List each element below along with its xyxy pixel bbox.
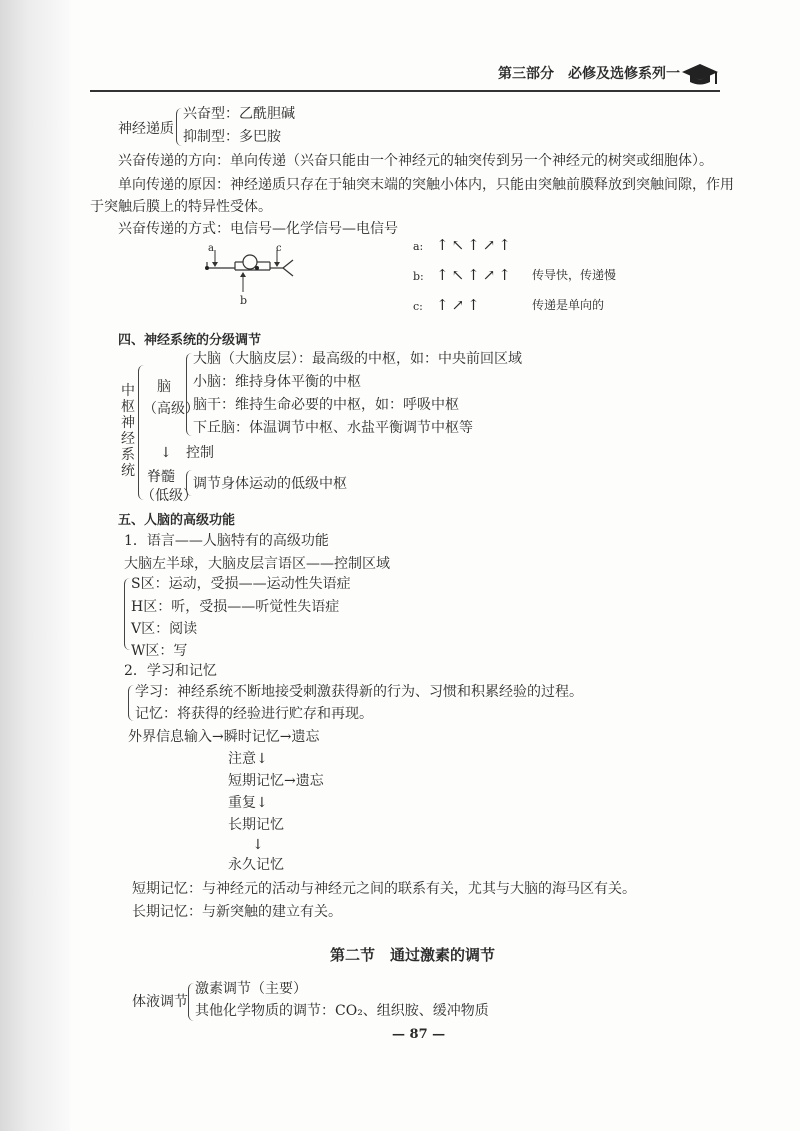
brain-item: 下丘脑：体温调节中枢、水盐平衡调节中枢等 — [193, 420, 473, 436]
diagram-label-c: c — [276, 243, 282, 254]
cns-label-char: 中 — [121, 383, 135, 399]
memory-flow-step: 注意↓ — [228, 751, 268, 767]
cns-brace — [138, 365, 145, 500]
area-item: V区：阅读 — [131, 621, 198, 637]
memory-flow-step: 短期记忆→遗忘 — [228, 773, 324, 789]
spinal-label: 脊髓 — [147, 469, 175, 485]
control-arrow-icon: ↓ — [160, 445, 172, 461]
areas-brace — [124, 578, 130, 650]
diagram-row-key: b: — [413, 270, 424, 283]
cns-label-char: 神 — [121, 415, 135, 431]
diagram-row-note: 传导快，传递慢 — [532, 268, 617, 282]
spinal-label-level: （低级） — [141, 488, 197, 504]
mode-paragraph: 兴奋传递的方式：电信号—化学信号—电信号 — [118, 221, 398, 237]
section-title: 第二节 通过激素的调节 — [330, 946, 496, 964]
humoral-brace — [188, 983, 194, 1021]
brain-brace — [186, 353, 192, 436]
short-term-memory: 短期记忆：与神经元的活动与神经元之间的联系有关，尤其与大脑的海马区有关。 — [132, 881, 636, 897]
cortex-line: 大脑左半球，大脑皮层言语区——控制区域 — [124, 556, 390, 572]
diagram-row-note: 传递是单向的 — [532, 298, 605, 312]
section4-heading: 四、神经系统的分级调节 — [118, 333, 262, 348]
section5-heading: 五、人脑的高级功能 — [118, 513, 236, 528]
cns-label-char: 经 — [121, 431, 135, 447]
brain-label-level: （高级） — [143, 401, 199, 417]
spinal-brace — [186, 470, 192, 496]
graduation-cap-icon — [680, 60, 720, 88]
brain-item: 小脑：维持身体平衡的中枢 — [193, 374, 361, 390]
transmitter-label: 神经递质 — [118, 121, 174, 137]
direction-paragraph: 兴奋传递的方向：单向传递（兴奋只能由一个神经元的轴突传到另一个神经元的树突或细胞体）。 — [118, 153, 713, 169]
diagram-label-a: a — [208, 243, 214, 254]
brain-label: 脑 — [157, 379, 171, 395]
page-number: — 87 — — [392, 1027, 446, 1042]
memory-flow-arrow: ↓ — [252, 837, 264, 853]
header-text: 第三部分 必修及选修系列一 — [498, 66, 680, 82]
transmitter-item: 兴奋型：乙酰胆碱 — [183, 106, 295, 122]
diagram-row-arrows: ↑↖↑↗↑ — [436, 236, 514, 254]
area-item: W区：写 — [131, 643, 188, 659]
diagram-row-key: a: — [413, 240, 424, 253]
diagram-row-key: c: — [413, 300, 423, 313]
reason-paragraph-cont: 于突触后膜上的特异性受体。 — [90, 199, 272, 215]
humoral-item: 其他化学物质的调节：CO₂、组织胺、缓冲物质 — [195, 1003, 489, 1019]
reason-paragraph: 单向传递的原因：神经递质只存在于轴突末端的突触小体内，只能由突触前膜释放到突触间隙，作用 — [118, 177, 734, 193]
header-rule — [90, 90, 720, 92]
transmitter-brace — [176, 108, 182, 146]
transmitter-item: 抑制型：多巴胺 — [183, 129, 281, 145]
diagram-row-arrows: ↑↖↑↗↑ — [436, 266, 514, 284]
long-term-memory: 长期记忆：与新突触的建立有关。 — [132, 904, 342, 920]
diagram-row-arrows: ↑↗↑ — [436, 296, 483, 314]
memory-flow-step: 重复↓ — [228, 795, 268, 811]
memory-flow-step: 永久记忆 — [228, 857, 284, 873]
cns-label-char: 系 — [121, 447, 135, 463]
memory-definition: 记忆：将获得的经验进行贮存和再现。 — [135, 706, 373, 722]
page-header — [90, 60, 720, 90]
memory-flow-step: 长期记忆 — [228, 817, 284, 833]
humoral-label: 体液调节 — [132, 994, 188, 1010]
synapse-diagram — [195, 240, 325, 310]
area-item: H区：听，受损——听觉性失语症 — [131, 599, 340, 615]
brain-item: 脑干：维持生命必要的中枢，如：呼吸中枢 — [193, 397, 459, 413]
cns-label-char: 枢 — [121, 399, 135, 415]
brain-item: 大脑（大脑皮层）：最高级的中枢，如：中央前回区域 — [193, 351, 522, 367]
diagram-label-b: b — [240, 294, 248, 307]
spinal-item: 调节身体运动的低级中枢 — [193, 476, 347, 492]
learning-memory-item: 2．学习和记忆 — [124, 663, 217, 679]
control-label: 控制 — [186, 445, 214, 461]
learning-definition: 学习：神经系统不断地接受刺激获得新的行为、习惯和积累经验的过程。 — [135, 684, 583, 700]
language-item: 1．语言——人脑特有的高级功能 — [124, 533, 329, 549]
humoral-item: 激素调节（主要） — [195, 981, 307, 997]
memory-flow-step: 外界信息输入→瞬时记忆→遗忘 — [128, 729, 320, 745]
learn-brace — [128, 685, 134, 721]
cns-label-char: 统 — [121, 463, 135, 479]
area-item: S区：运动，受损——运动性失语症 — [131, 576, 351, 592]
